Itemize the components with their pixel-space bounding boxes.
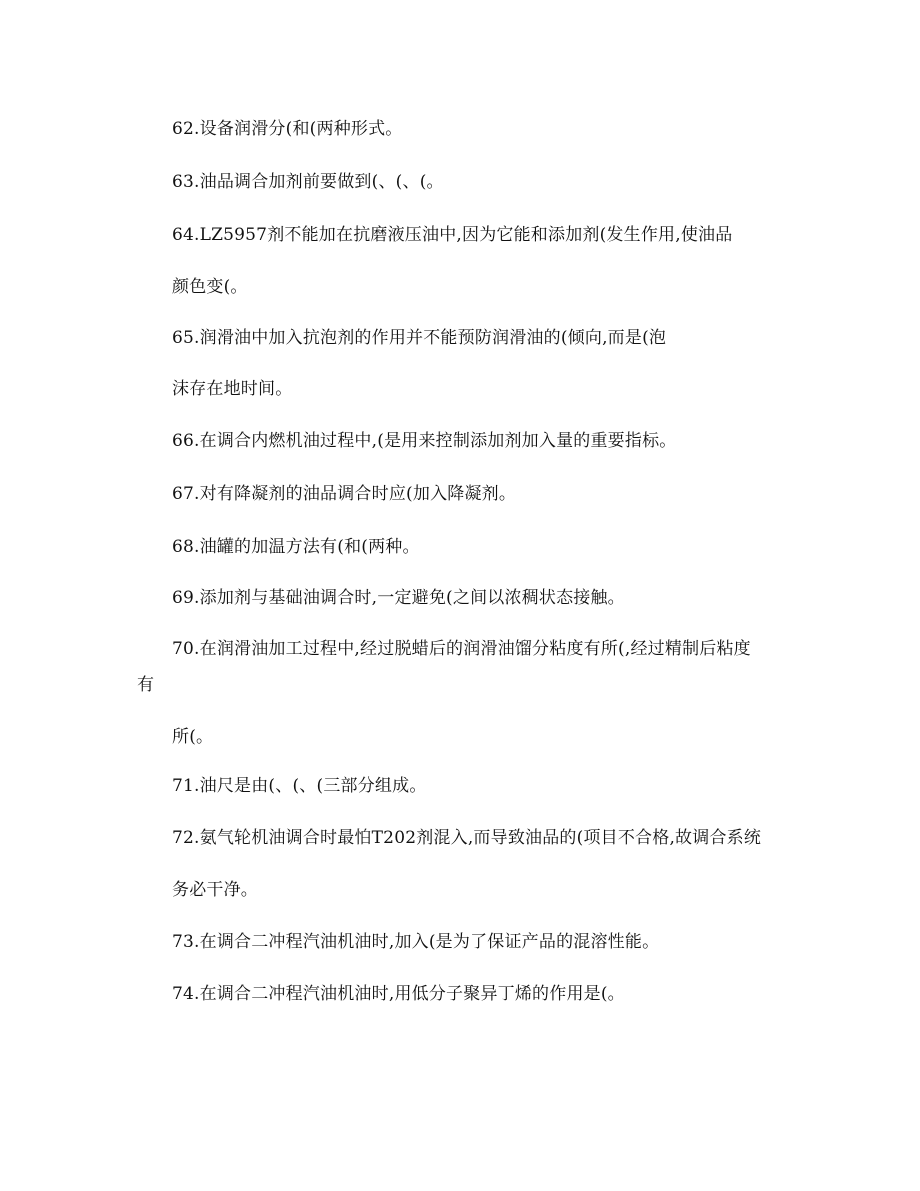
question-69: 69.添加剂与基础油调合时,一定避免(之间以浓稠状态接触。 — [172, 588, 625, 608]
question-62: 62.设备润滑分(和(两种形式。 — [172, 119, 403, 139]
question-73: 73.在调合二冲程汽油机油时,加入(是为了保证产品的混溶性能。 — [172, 932, 660, 952]
question-74: 74.在调合二冲程汽油机油时,用低分子聚异丁烯的作用是(。 — [172, 984, 625, 1004]
question-72: 72.氨气轮机油调合时最怕T202剂混入,而导致油品的(项目不合格,故调合系统 — [172, 828, 762, 848]
question-70-continuation: 所(。 — [172, 727, 214, 747]
question-65: 65.润滑油中加入抗泡剂的作用并不能预防润滑油的(倾向,而是(泡 — [172, 328, 667, 348]
question-71: 71.油尺是由(、(、(三部分组成。 — [172, 776, 427, 796]
question-64-continuation: 颜色变(。 — [172, 277, 248, 297]
question-65-continuation: 沫存在地时间。 — [172, 379, 293, 399]
question-64: 64.LZ5957剂不能加在抗磨液压油中,因为它能和添加剂(发生作用,使油品 — [172, 225, 733, 245]
question-72-continuation: 务必干净。 — [172, 880, 258, 900]
question-70-wrap: 有 — [137, 675, 155, 695]
question-70: 70.在润滑油加工过程中,经过脱蜡后的润滑油馏分粘度有所(,经过精制后粘度 — [172, 639, 751, 659]
question-68: 68.油罐的加温方法有(和(两种。 — [172, 537, 420, 557]
question-63: 63.油品调合加剂前要做到(、(、(。 — [172, 172, 444, 192]
question-67: 67.对有降凝剂的油品调合时应(加入降凝剂。 — [172, 484, 517, 504]
question-66: 66.在调合内燃机油过程中,(是用来控制添加剂加入量的重要指标。 — [172, 431, 677, 451]
